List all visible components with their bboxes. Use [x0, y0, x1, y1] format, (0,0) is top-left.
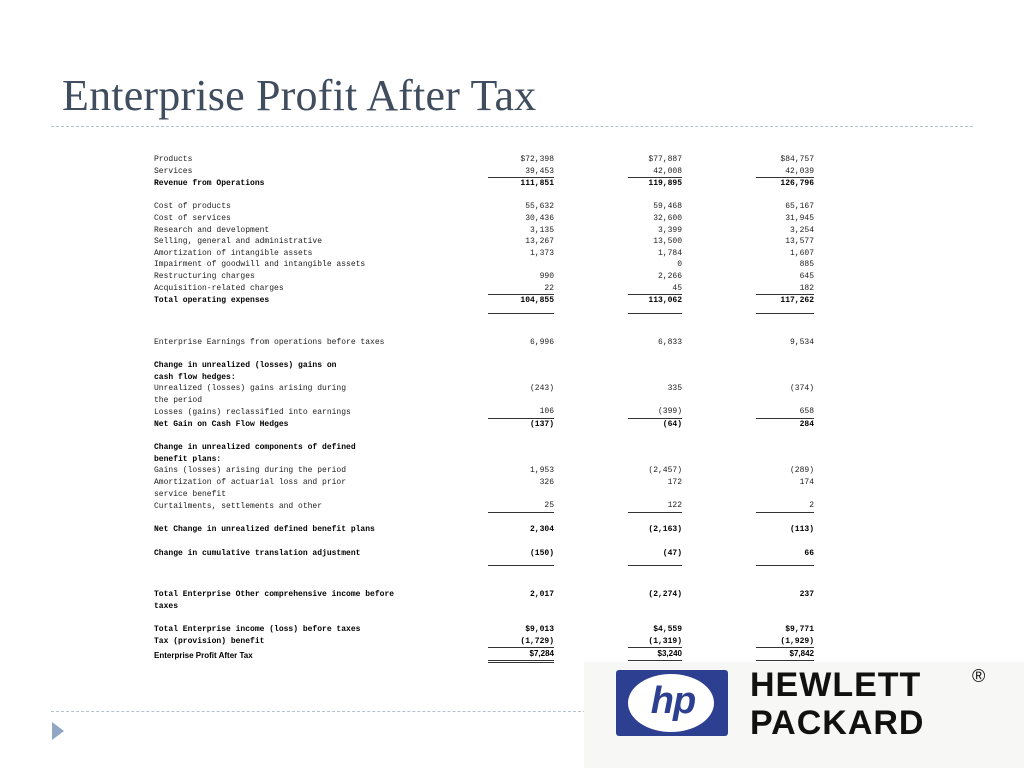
value-cell: $72,398	[520, 155, 554, 164]
table-row	[154, 154, 814, 166]
value-cell: 32,600	[653, 213, 682, 223]
table-row	[154, 548, 814, 560]
value-cell: 42,008	[628, 166, 682, 178]
value-cell: 237	[799, 590, 814, 600]
value-cell: 645	[799, 271, 814, 281]
value-cell: 45	[628, 283, 682, 295]
value-cell: 104,855	[520, 296, 554, 306]
spacer-row	[154, 512, 814, 524]
value-cell: 174	[799, 478, 814, 488]
value-cell	[756, 372, 814, 384]
spacer-row	[154, 313, 814, 325]
value-cell: 59,468	[653, 202, 682, 212]
value-cell	[488, 360, 554, 372]
hp-emblem	[616, 670, 728, 736]
value-cell: 885	[799, 260, 814, 270]
value-cell: 22	[488, 283, 554, 295]
spacer-row	[154, 578, 814, 590]
table-row	[154, 213, 814, 225]
value-cell: $7,284	[488, 648, 554, 662]
spacer-row	[154, 536, 814, 548]
table-row	[154, 201, 814, 213]
value-cell: 42,039	[756, 166, 814, 178]
row-label: Acquisition-related charges	[154, 284, 284, 294]
value-cell	[628, 360, 682, 372]
value-cell	[756, 395, 814, 407]
row-label: Restructuring charges	[154, 271, 255, 281]
value-cell: $77,887	[648, 155, 682, 164]
row-label: Change in cumulative translation adjustment	[154, 548, 361, 558]
table-row	[154, 283, 814, 295]
value-cell	[756, 454, 814, 466]
value-cell: 119,895	[648, 179, 682, 189]
spacer-row	[154, 566, 814, 578]
value-cell	[488, 259, 554, 271]
row-label: benefit plans:	[154, 454, 222, 464]
row-label: Revenue from Operations	[154, 179, 265, 189]
value-cell: 1,373	[529, 248, 554, 258]
row-label: cash flow hedges:	[154, 372, 236, 382]
value-cell: $3,240	[628, 648, 682, 662]
row-label: the period	[154, 395, 203, 405]
value-cell: 39,453	[488, 166, 554, 178]
value-cell	[628, 601, 682, 613]
value-cell: 2,304	[529, 525, 554, 535]
value-cell	[628, 489, 682, 501]
value-cell: 182	[756, 283, 814, 295]
value-cell: 113,062	[648, 296, 682, 306]
value-cell: $84,757	[780, 155, 814, 164]
spacer-row	[154, 349, 814, 361]
value-cell: 3,399	[657, 225, 682, 235]
value-cell: (64)	[662, 420, 682, 430]
table-row	[154, 178, 814, 190]
value-cell: 0	[677, 260, 682, 270]
value-cell	[488, 601, 554, 613]
value-cell: 122	[628, 500, 682, 512]
value-cell: 6,833	[657, 337, 682, 347]
row-label: Amortization of intangible assets	[154, 248, 313, 258]
value-cell	[628, 454, 682, 466]
value-cell: 13,500	[653, 237, 682, 247]
value-cell: (399)	[628, 406, 682, 418]
table-row	[154, 383, 814, 395]
row-label: Tax (provision) benefit	[154, 637, 265, 647]
row-label: Curtailments, settlements and other	[154, 501, 323, 511]
value-cell: $4,559	[653, 625, 682, 635]
row-label: Total Enterprise Other comprehensive income before	[154, 590, 395, 600]
table-row	[154, 236, 814, 248]
financial-table	[154, 154, 814, 663]
row-label: Research and development	[154, 225, 270, 235]
value-cell: 126,796	[780, 179, 814, 189]
row-label: Net Gain on Cash Flow Hedges	[154, 420, 289, 430]
value-cell: (2,274)	[648, 590, 682, 600]
table-row	[154, 454, 814, 466]
row-label: Products	[154, 155, 193, 164]
value-cell: (2,457)	[648, 466, 682, 476]
table-row	[154, 395, 814, 407]
footer-divider	[51, 711, 586, 712]
table-row	[154, 295, 814, 307]
value-cell: 284	[799, 420, 814, 430]
table-row	[154, 489, 814, 501]
value-cell	[488, 395, 554, 407]
spacer-row	[154, 431, 814, 443]
value-cell: $7,842	[756, 648, 814, 662]
row-label: Enterprise Profit After Tax	[154, 650, 253, 660]
value-cell: 3,135	[529, 225, 554, 235]
value-cell: 2	[756, 500, 814, 512]
table-row	[154, 589, 814, 601]
spacer-row	[154, 325, 814, 337]
value-cell: 2,266	[657, 271, 682, 281]
value-cell: 1,784	[657, 248, 682, 258]
slide-title: Enterprise Profit After Tax	[62, 71, 537, 120]
value-cell: (2,163)	[648, 525, 682, 535]
value-cell: 25	[488, 500, 554, 512]
table-row	[154, 477, 814, 489]
value-cell: (47)	[662, 548, 682, 558]
value-cell: 1,953	[529, 466, 554, 476]
table-row	[154, 601, 814, 613]
value-cell: 106	[488, 406, 554, 418]
triangle-bullet-icon	[52, 722, 64, 740]
wordmark-line-1: HEWLETT	[750, 666, 922, 704]
value-cell	[488, 372, 554, 384]
row-label: Unrealized (losses) gains arising during	[154, 384, 347, 394]
value-cell	[628, 372, 682, 384]
value-cell	[756, 442, 814, 454]
value-cell	[488, 489, 554, 501]
value-cell: 9,534	[789, 337, 814, 347]
value-cell: (150)	[529, 548, 554, 558]
value-cell: 326	[539, 478, 554, 488]
value-cell: 172	[667, 478, 682, 488]
row-label: Change in unrealized (losses) gains on	[154, 361, 337, 371]
registered-mark: ®	[972, 666, 986, 686]
table-row	[154, 636, 814, 648]
value-cell: 335	[667, 384, 682, 394]
wordmark-line-2: PACKARD	[750, 704, 925, 742]
table-row	[154, 271, 814, 283]
value-cell: 13,267	[525, 237, 554, 247]
value-cell: 65,167	[785, 202, 814, 212]
value-cell: 3,254	[789, 225, 814, 235]
row-label: Amortization of actuarial loss and prior	[154, 478, 347, 488]
value-cell	[756, 489, 814, 501]
row-label: Enterprise Earnings from operations before taxes	[154, 337, 385, 347]
value-cell: 2,017	[529, 590, 554, 600]
row-label: Cost of products	[154, 202, 231, 212]
value-cell: (1,319)	[628, 636, 682, 648]
value-cell: $9,771	[785, 625, 814, 635]
value-cell: 1,607	[789, 248, 814, 258]
value-cell: (374)	[789, 384, 814, 394]
table-row	[154, 648, 814, 662]
value-cell	[628, 442, 682, 454]
row-label: service benefit	[154, 489, 227, 499]
row-label: Net Change in unrealized defined benefit plans	[154, 525, 375, 535]
value-cell: 13,577	[785, 237, 814, 247]
table-row	[154, 259, 814, 271]
value-cell: 658	[756, 406, 814, 418]
table-row	[154, 524, 814, 536]
row-label: Change in unrealized components of defined	[154, 443, 356, 453]
value-cell: (137)	[529, 420, 554, 430]
spacer-row	[154, 613, 814, 625]
row-label: taxes	[154, 601, 179, 611]
value-cell: (289)	[789, 466, 814, 476]
value-cell	[756, 360, 814, 372]
table-row	[154, 406, 814, 418]
value-cell: 30,436	[525, 213, 554, 223]
row-label: Impairment of goodwill and intangible assets	[154, 260, 366, 270]
table-row	[154, 337, 814, 349]
value-cell: (113)	[789, 525, 814, 535]
value-cell: 31,945	[785, 213, 814, 223]
table-row	[154, 166, 814, 178]
value-cell: 111,851	[520, 179, 554, 189]
value-cell: 55,632	[525, 202, 554, 212]
table-row	[154, 500, 814, 512]
value-cell	[756, 601, 814, 613]
value-cell: (1,929)	[756, 636, 814, 648]
row-label: Cost of services	[154, 213, 231, 223]
title-divider	[51, 126, 973, 127]
value-cell: 117,262	[780, 296, 814, 306]
value-cell: (1,729)	[488, 636, 554, 648]
table-row	[154, 442, 814, 454]
hp-mark-text: hp	[650, 680, 696, 722]
row-label: Gains (losses) arising during the period	[154, 466, 347, 476]
row-label: Total operating expenses	[154, 296, 270, 306]
hp-wordmark	[750, 666, 924, 742]
table-row	[154, 360, 814, 372]
value-cell: (243)	[529, 384, 554, 394]
value-cell: 66	[804, 548, 814, 558]
value-cell: 990	[539, 271, 554, 281]
value-cell	[628, 395, 682, 407]
value-cell: 6,996	[529, 337, 554, 347]
row-label: Services	[154, 167, 193, 177]
row-label: Selling, general and administrative	[154, 237, 323, 247]
table-row	[154, 372, 814, 384]
table-row	[154, 419, 814, 431]
spacer-row	[154, 190, 814, 202]
table-row	[154, 225, 814, 237]
hp-logo	[584, 662, 1024, 768]
value-cell	[488, 442, 554, 454]
table-row	[154, 465, 814, 477]
row-label: Losses (gains) reclassified into earnings	[154, 407, 351, 417]
table-row	[154, 624, 814, 636]
row-label: Total Enterprise income (loss) before taxes	[154, 625, 361, 635]
value-cell: $9,013	[525, 625, 554, 635]
table-row	[154, 248, 814, 260]
value-cell	[488, 454, 554, 466]
